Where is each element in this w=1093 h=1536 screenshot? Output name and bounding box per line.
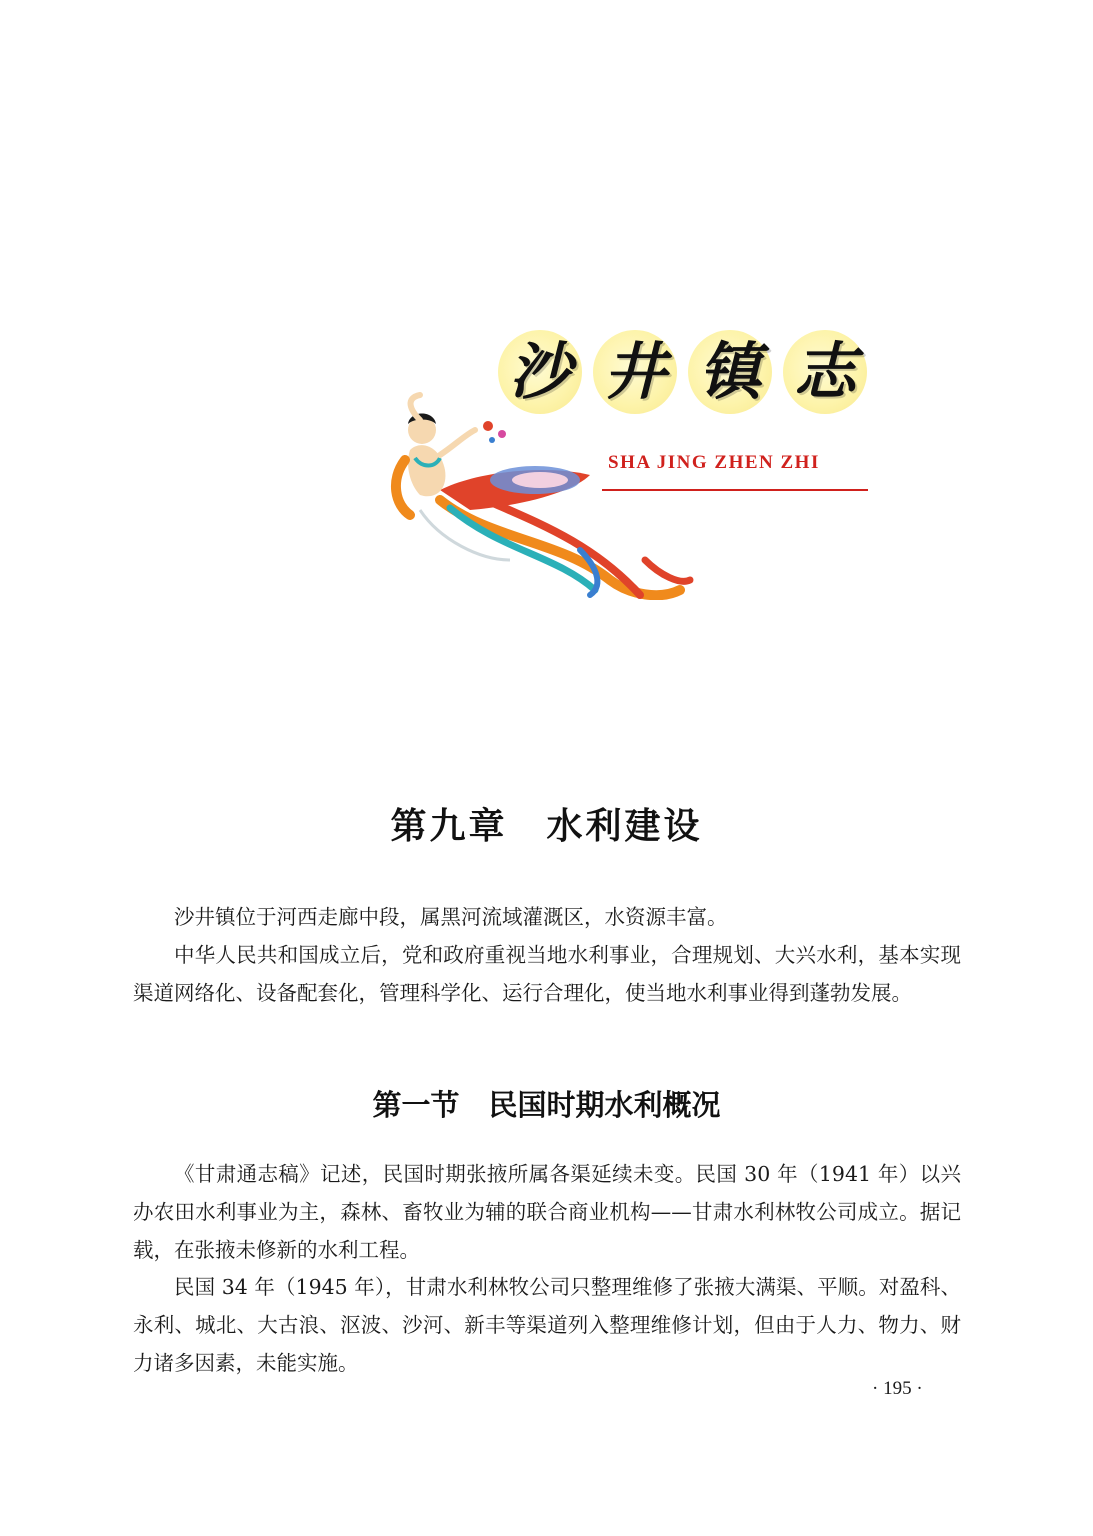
- title-char: 志: [793, 335, 856, 408]
- title-disc: [783, 330, 867, 414]
- subtitle-divider: [602, 489, 868, 491]
- section-paragraph: 《甘肃通志稿》记述，民国时期张掖所属各渠延续未变。民国 30 年（1941 年）以兴办农田水利事业为主，森林、畜牧业为辅的联合商业机构——甘肃水利林牧公司成立。据记载，在张掖未修新的水利工程。: [133, 1162, 961, 1262]
- page-number: · 195 ·: [872, 1378, 923, 1399]
- book-title-emblem: [380, 330, 880, 600]
- title-char: 镇: [698, 335, 761, 408]
- title-char: 沙: [508, 335, 571, 408]
- book-subtitle-pinyin: SHA JING ZHEN ZHI: [608, 452, 820, 473]
- chapter-title: 第九章 水利建设: [390, 806, 703, 847]
- title-disc: [593, 330, 677, 414]
- section-paragraph: 民国 34 年（1945 年），甘肃水利林牧公司只整理维修了张掖大满渠、平顺。对盈科、永利、城北、大古浪、沤波、沙河、新丰等渠道列入整理维修计划，但由于人力、物力、财力诸多因素，未能实施。: [133, 1275, 961, 1375]
- title-disc: [688, 330, 772, 414]
- title-char: 井: [603, 335, 666, 408]
- section-title: 第一节 民国时期水利概况: [372, 1088, 721, 1122]
- intro-paragraph: 沙井镇位于河西走廊中段，属黑河流域灌溉区，水资源丰富。: [174, 905, 728, 929]
- intro-paragraph: 中华人民共和国成立后，党和政府重视当地水利事业，合理规划、大兴水利，基本实现渠道网络化、设备配套化，管理科学化、运行合理化，使当地水利事业得到蓬勃发展。: [133, 943, 961, 1005]
- flying-apsara-illustration: [380, 390, 700, 600]
- title-disc: [498, 330, 582, 414]
